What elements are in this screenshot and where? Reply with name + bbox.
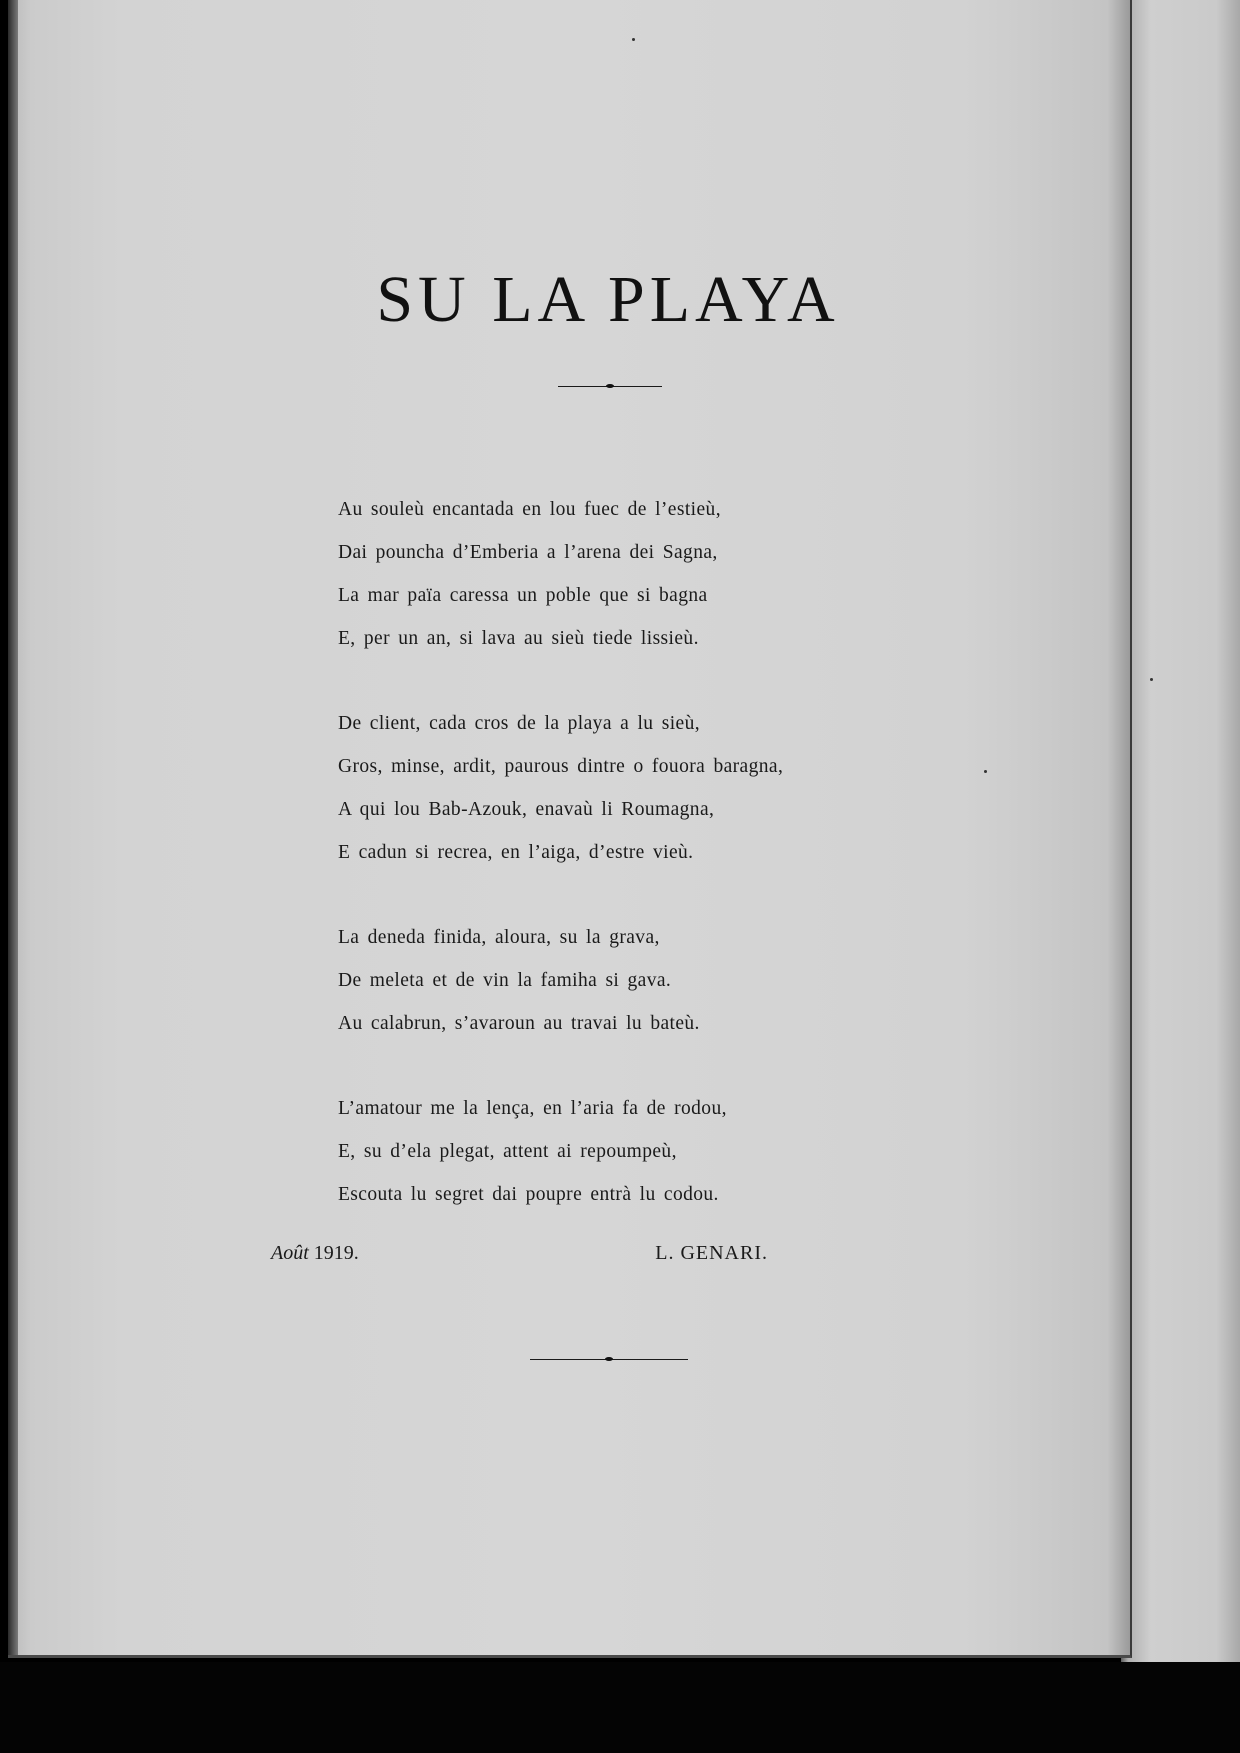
title-ornament-rule [558, 386, 662, 387]
poem-author: L. GENARI. [655, 1242, 768, 1264]
poem-line: E, su d’ela plegat, attent ai repoumpeù, [338, 1141, 677, 1162]
paper-speck [984, 770, 987, 773]
poem-line: Gros, minse, ardit, paurous dintre o fouora baragna, [338, 756, 784, 777]
poem-title: SU LA PLAYA [376, 263, 840, 336]
paper-speck [632, 38, 635, 41]
poem-line: Escouta lu segret dai poupre entrà lu codou. [338, 1184, 719, 1205]
poem-line: Au calabrun, s’avaroun au travai lu bateù. [338, 1013, 700, 1034]
poem-line: De meleta et de vin la famiha si gava. [338, 970, 672, 991]
facing-page-edge [1121, 0, 1240, 1662]
document-page [8, 0, 1132, 1658]
poem-line: L’amatour me la lença, en l’aria fa de rodou, [338, 1098, 727, 1119]
ornament-dot [606, 384, 614, 388]
poem-line: A qui lou Bab-Azouk, enavaù li Roumagna, [338, 799, 715, 820]
poem-line: La deneda finida, aloura, su la grava, [338, 927, 660, 948]
poem-line: Au souleù encantada en lou fuec de l’estieù, [338, 499, 721, 520]
stanza [338, 1087, 783, 1216]
poem-line: E, per un an, si lava au sieù tiede lissieù. [338, 628, 699, 649]
stanza [338, 916, 783, 1045]
paper-speck [1150, 678, 1153, 681]
stanza [338, 702, 783, 874]
date-month: Août [271, 1242, 309, 1264]
closing-ornament-rule [530, 1359, 688, 1360]
poem-line: La mar païa caressa un poble que si bagna [338, 585, 708, 606]
stanza [338, 488, 783, 660]
page-binding-edge [8, 0, 18, 1655]
date-year: 1919. [313, 1242, 359, 1264]
poem-date [271, 1242, 359, 1265]
poem-body [338, 488, 783, 1258]
ornament-dot [605, 1357, 613, 1361]
poem-line: De client, cada cros de la playa a lu sieù, [338, 713, 701, 734]
poem-line: Dai pouncha d’Emberia a l’arena dei Sagna, [338, 542, 718, 563]
poem-line: E cadun si recrea, en l’aiga, d’estre vieù. [338, 842, 694, 863]
scan-background [0, 1662, 1240, 1753]
